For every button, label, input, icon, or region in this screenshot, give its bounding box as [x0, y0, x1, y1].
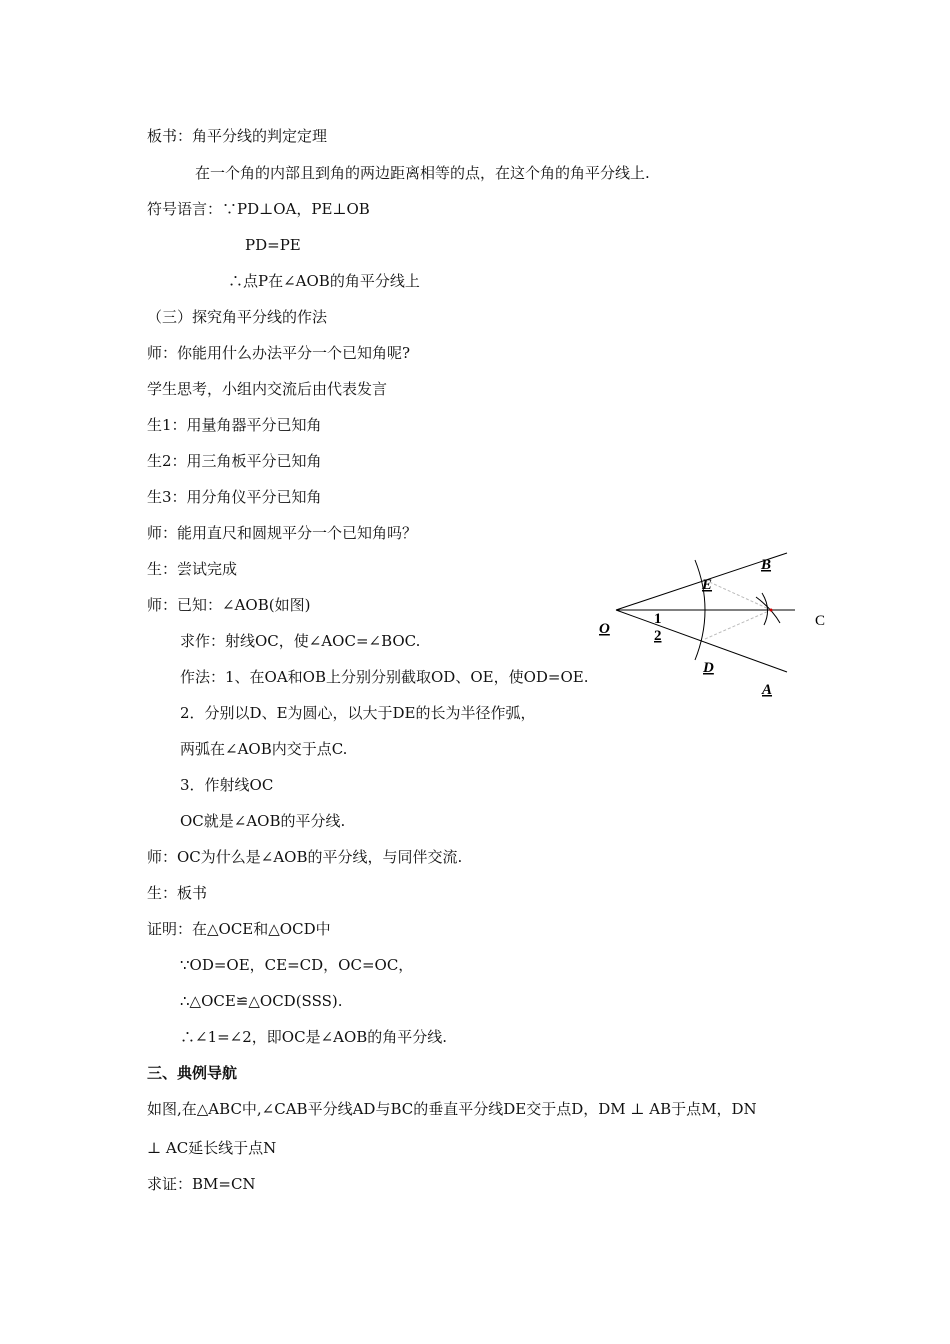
- method-step-1: 作法：1、在OA和OB上分别分别截取OD、OE，使OD=OE.: [180, 668, 589, 686]
- label-d: D: [703, 660, 714, 676]
- label-b: B: [761, 557, 772, 573]
- student-attempt: 生：尝试完成: [147, 560, 238, 578]
- segment-dc: [705, 610, 771, 639]
- board-title: 板书：角平分线的判定定理: [147, 127, 328, 145]
- teacher-question-2: 师：能用直尺和圆规平分一个已知角吗？: [147, 524, 418, 542]
- proof-step-1: ∵OD=OE，CE=CD，OC=OC，: [180, 956, 414, 974]
- label-a: A: [762, 682, 773, 698]
- label-2: 2: [654, 628, 662, 644]
- student-discussion: 学生思考，小组内交流后由代表发言: [147, 380, 388, 398]
- label-e: E: [702, 577, 713, 593]
- example-prove: 求证：BM=CN: [147, 1175, 256, 1193]
- theorem-text: 在一个角的内部且到角的两边距离相等的点，在这个角的角平分线上.: [195, 164, 650, 182]
- segment-ec: [705, 580, 771, 610]
- arc-from-e: [762, 593, 768, 625]
- symbol-language-line-2: PD=PE: [245, 236, 301, 254]
- method-step-2b: 两弧在∠AOB内交于点C.: [180, 740, 348, 758]
- label-1: 1: [654, 611, 662, 627]
- example-problem-line-2: ⊥ AC延长线于点N: [147, 1139, 277, 1157]
- student-answer-1: 生1：用量角器平分已知角: [147, 416, 322, 434]
- example-problem-line-1: 如图,在△ABC中,∠CAB平分线AD与BC的垂直平分线DE交于点D，DM ⊥ AB于点M，DN: [147, 1100, 757, 1118]
- section-heading-example: 三、典例导航: [147, 1064, 238, 1082]
- angle-bisector-figure: [590, 545, 850, 705]
- section-heading-3: （三）探究角平分线的作法: [147, 308, 328, 326]
- student-answer-2: 生2：用三角板平分已知角: [147, 452, 322, 470]
- student-answer-3: 生3：用分角仪平分已知角: [147, 488, 322, 506]
- label-c: C: [815, 613, 826, 629]
- symbol-language-line-3: ∴点P在∠AOB的角平分线上: [228, 272, 420, 290]
- point-c-marker: [770, 609, 773, 612]
- proof-step-3: ∴∠1=∠2，即OC是∠AOB的角平分线.: [180, 1028, 448, 1046]
- label-o: O: [599, 621, 610, 637]
- teacher-question-1: 师：你能用什么办法平分一个已知角呢?: [147, 344, 411, 362]
- student-board: 生：板书: [147, 884, 208, 902]
- teacher-question-3: 师：OC为什么是∠AOB的平分线，与同伴交流.: [147, 848, 463, 866]
- proof-step-2: ∴△OCE≌△OCD(SSS).: [180, 992, 343, 1010]
- proof-intro: 证明：在△OCE和△OCD中: [147, 920, 331, 938]
- construct-goal: 求作：射线OC，使∠AOC=∠BOC.: [180, 632, 421, 650]
- method-step-2: 2．分别以D、E为圆心，以大于DE的长为半径作弧，: [180, 704, 536, 722]
- given-statement: 师：已知：∠AOB(如图): [147, 596, 311, 614]
- method-step-3: 3．作射线OC: [180, 776, 274, 794]
- method-conclusion: OC就是∠AOB的平分线.: [180, 812, 346, 830]
- symbol-language-line-1: 符号语言：∵PD⊥OA，PE⊥OB: [147, 200, 370, 218]
